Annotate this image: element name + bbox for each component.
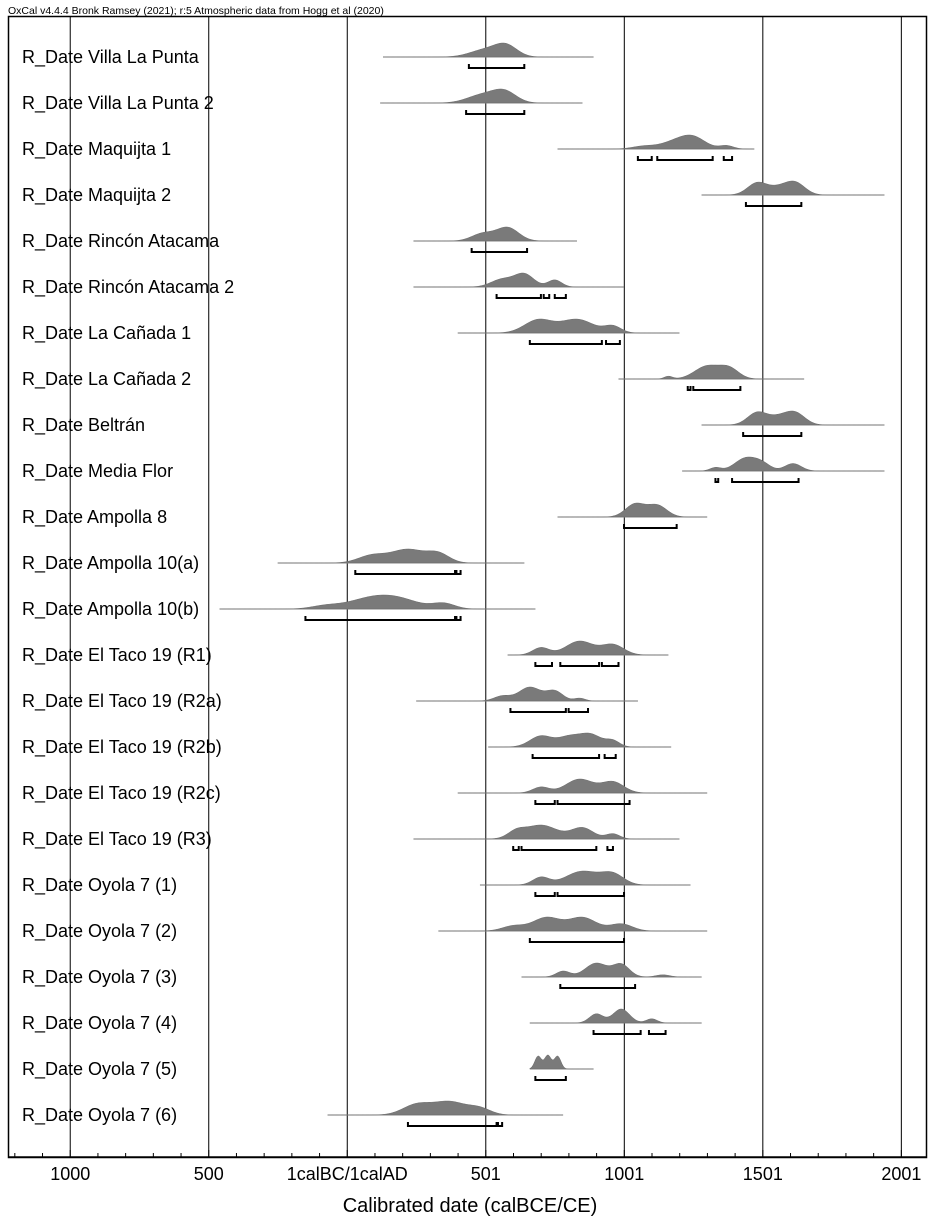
series-label: R_Date Beltrán xyxy=(22,415,146,435)
hpd-bracket xyxy=(522,846,597,850)
probability-distribution xyxy=(558,503,708,517)
probability-distribution xyxy=(618,365,804,379)
hpd-bracket xyxy=(535,800,554,804)
series-row xyxy=(22,457,884,482)
tick-label-1: 500 xyxy=(193,1164,224,1184)
tick-label-2: 1calBC/1calAD xyxy=(286,1164,408,1184)
probability-distribution xyxy=(416,687,638,701)
hpd-bracket xyxy=(469,64,524,68)
hpd-bracket xyxy=(606,340,620,344)
probability-distribution xyxy=(558,135,755,149)
probability-distribution xyxy=(458,779,707,793)
series-row xyxy=(22,595,535,620)
series-label: R_Date Oyola 7 (3) xyxy=(22,967,178,987)
hpd-bracket xyxy=(569,708,588,712)
series-label: R_Date Oyola 7 (6) xyxy=(22,1105,178,1125)
hpd-bracket xyxy=(456,616,460,620)
tick-label-0: 1000 xyxy=(50,1164,91,1184)
series-row xyxy=(22,365,804,390)
probability-distribution xyxy=(530,1055,594,1069)
probability-distribution xyxy=(702,181,885,195)
series-row xyxy=(22,135,754,160)
series-label: R_Date El Taco 19 (R3) xyxy=(22,829,212,849)
series-label: R_Date Oyola 7 (1) xyxy=(22,875,178,895)
hpd-bracket xyxy=(560,662,599,666)
series-label: R_Date Maquijta 2 xyxy=(22,185,172,205)
probability-distribution xyxy=(383,43,594,57)
probability-distribution xyxy=(702,411,885,425)
probability-distribution xyxy=(413,227,576,241)
probability-distribution xyxy=(413,825,679,839)
series-row xyxy=(22,181,884,206)
series-row xyxy=(22,1101,563,1126)
series-row xyxy=(22,1009,702,1034)
series-row xyxy=(22,43,594,68)
series-row xyxy=(22,273,624,298)
series-row xyxy=(22,687,638,712)
probability-distribution xyxy=(530,1009,702,1023)
series-row xyxy=(22,779,707,804)
probability-distribution xyxy=(278,549,525,563)
probability-distribution xyxy=(328,1101,563,1115)
x-axis xyxy=(9,1150,926,1184)
hpd-bracket xyxy=(743,432,801,436)
probability-distribution xyxy=(488,733,671,747)
series-label: R_Date La Cañada 2 xyxy=(22,369,192,389)
series-label: R_Date Maquijta 1 xyxy=(22,139,172,159)
series-label: R_Date Oyola 7 (4) xyxy=(22,1013,178,1033)
hpd-bracket xyxy=(510,708,565,712)
hpd-bracket xyxy=(408,1122,497,1126)
hpd-bracket xyxy=(594,1030,641,1034)
hpd-bracket xyxy=(498,1122,502,1126)
hpd-bracket xyxy=(530,340,602,344)
series-row xyxy=(22,641,668,666)
series-row xyxy=(22,963,702,988)
series-label: R_Date El Taco 19 (R2b) xyxy=(22,737,222,757)
hpd-bracket xyxy=(305,616,455,620)
hpd-bracket xyxy=(746,202,801,206)
probability-distribution xyxy=(522,963,702,977)
probability-distribution xyxy=(480,871,691,885)
series-label: R_Date Villa La Punta 2 xyxy=(22,93,214,113)
series-label: R_Date Rincón Atacama xyxy=(22,231,220,251)
hpd-bracket xyxy=(355,570,455,574)
hpd-bracket xyxy=(688,386,691,390)
hpd-bracket xyxy=(605,754,616,758)
series-label: R_Date Ampolla 10(a) xyxy=(22,553,200,573)
probability-distribution xyxy=(682,457,884,471)
series-label: R_Date El Taco 19 (R2a) xyxy=(22,691,222,711)
series-label: R_Date Oyola 7 (5) xyxy=(22,1059,178,1079)
hpd-bracket xyxy=(530,938,624,942)
hpd-bracket xyxy=(558,892,624,896)
series-group xyxy=(22,43,884,1126)
hpd-bracket xyxy=(693,386,740,390)
hpd-bracket xyxy=(535,1076,565,1080)
tick-label-3: 501 xyxy=(470,1164,501,1184)
probability-distribution xyxy=(438,917,707,931)
series-row xyxy=(22,1055,594,1080)
series-label: R_Date Ampolla 8 xyxy=(22,507,168,527)
hpd-bracket xyxy=(732,478,798,482)
hpd-bracket xyxy=(513,846,519,850)
series-label: R_Date Rincón Atacama 2 xyxy=(22,277,235,297)
hpd-bracket xyxy=(715,478,718,482)
series-label: R_Date Oyola 7 (2) xyxy=(22,921,178,941)
hpd-bracket xyxy=(602,662,619,666)
series-row xyxy=(22,411,884,436)
series-label: R_Date La Cañada 1 xyxy=(22,323,192,343)
hpd-bracket xyxy=(555,294,566,298)
x-axis-label: Calibrated date (calBCE/CE) xyxy=(342,1195,598,1217)
hpd-bracket xyxy=(657,156,712,160)
series-row xyxy=(22,917,707,942)
series-row xyxy=(22,89,582,114)
hpd-bracket xyxy=(472,248,527,252)
series-label: R_Date El Taco 19 (R1) xyxy=(22,645,212,665)
probability-distribution xyxy=(220,595,536,609)
hpd-bracket xyxy=(533,754,599,758)
series-row xyxy=(22,871,691,896)
series-row xyxy=(22,319,679,344)
hpd-bracket xyxy=(649,1030,666,1034)
series-row xyxy=(22,503,707,528)
hpd-bracket xyxy=(558,800,630,804)
series-row xyxy=(22,733,671,758)
hpd-bracket xyxy=(638,156,652,160)
series-label: R_Date Media Flor xyxy=(22,461,174,481)
hpd-bracket xyxy=(535,662,552,666)
hpd-bracket xyxy=(607,846,613,850)
series-row xyxy=(22,549,524,574)
tick-label-4: 1001 xyxy=(604,1164,645,1184)
series-row xyxy=(22,227,577,252)
hpd-bracket xyxy=(456,570,460,574)
tick-label-6: 2001 xyxy=(881,1164,922,1184)
probability-distribution xyxy=(508,641,669,655)
probability-distribution xyxy=(458,319,680,333)
probability-distribution xyxy=(413,273,624,287)
series-label: R_Date Villa La Punta xyxy=(22,47,199,67)
hpd-bracket xyxy=(544,294,550,298)
probability-distribution xyxy=(380,89,582,103)
hpd-bracket xyxy=(724,156,732,160)
oxcal-header: OxCal v4.4.4 Bronk Ramsey (2021); r:5 Atmospheric data from Hogg et al (2020) xyxy=(8,5,384,17)
hpd-bracket xyxy=(497,294,541,298)
hpd-bracket xyxy=(466,110,524,114)
series-label: R_Date El Taco 19 (R2c) xyxy=(22,783,221,803)
series-label: R_Date Ampolla 10(b) xyxy=(22,599,200,619)
hpd-bracket xyxy=(624,524,677,528)
tick-label-5: 1501 xyxy=(742,1164,783,1184)
series-row xyxy=(22,825,679,850)
hpd-bracket xyxy=(535,892,554,896)
